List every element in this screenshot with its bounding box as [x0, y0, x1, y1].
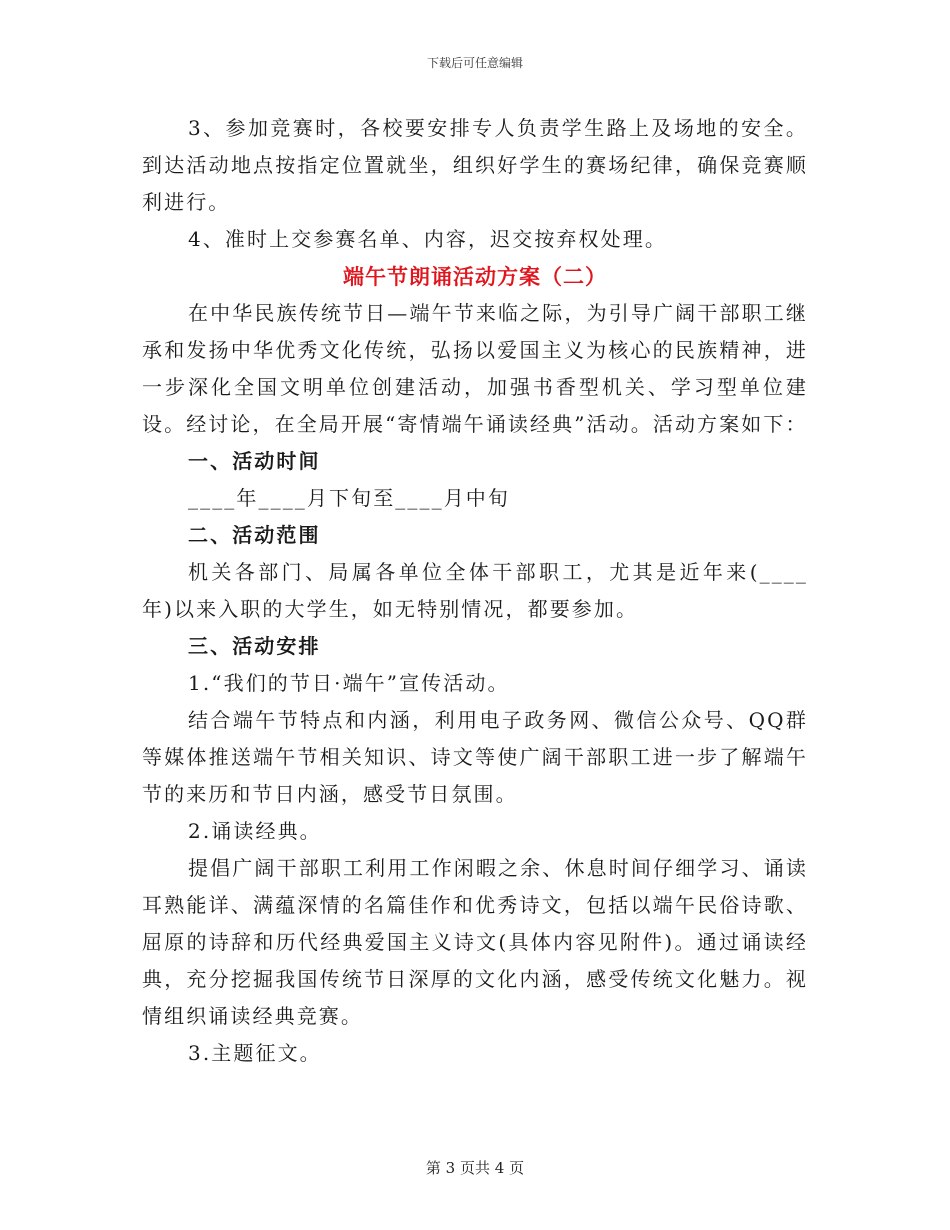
section-title: 端午节朗诵活动方案（二）: [343, 264, 607, 289]
page-footer: 第 3 页共 4 页: [425, 1159, 525, 1177]
arrangement-item-3: 3.主题征文。: [188, 1041, 322, 1065]
activity-scope-text: 机关各部门、局属各单位全体干部职工，尤其是近年来(____年)以来入职的大学生，如无特别情况，都要参加。: [142, 560, 808, 621]
heading-activity-scope: 二、活动范围: [188, 523, 321, 547]
arrangement-item-1-text: 结合端午节特点和内涵，利用电子政务网、微信公众号、QQ群等媒体推送端午节相关知识、诗文等使广阔干部职工进一步了解端午节的来历和节日内涵，感受节日氛围。: [142, 708, 808, 806]
document-body: [142, 110, 808, 1072]
arrangement-item-1: 1.“我们的节日·端午”宣传活动。: [188, 671, 510, 695]
paragraph-item-4: 4、准时上交参赛名单、内容，迟交按弃权处理。: [188, 227, 667, 251]
heading-activity-time: 一、活动时间: [188, 449, 321, 473]
page-header: 下载后可任意编辑: [426, 56, 523, 70]
arrangement-item-2: 2.诵读经典。: [188, 819, 322, 843]
arrangement-item-2-text: 提倡广阔干部职工利用工作闲暇之余、休息时间仔细学习、诵读耳熟能详、满蕴深情的名篇佳作和优秀诗文，包括以端午民俗诗歌、屈原的诗辞和历代经典爱国主义诗文(具体内容见附件)。通过诵读经典，充分挖掘我国传统节日深厚的文化内涵，感受传统文化魅力。视情组织诵读经典竞赛。: [142, 856, 808, 1028]
heading-activity-arrangement: 三、活动安排: [188, 634, 321, 658]
paragraph-item-3: 3、参加竞赛时，各校要安排专人负责学生路上及场地的安全。到达活动地点按指定位置就坐，组织好学生的赛场纪律，确保竞赛顺利进行。: [142, 116, 808, 214]
intro-paragraph: 在中华民族传统节日—端午节来临之际，为引导广阔干部职工继承和发扬中华优秀文化传统，弘扬以爱国主义为核心的民族精神，进一步深化全国文明单位创建活动，加强书香型机关、学习型单位建设。经讨论，在全局开展“寄情端午诵读经典”活动。活动方案如下：: [142, 301, 808, 436]
activity-time-text: ____年____月下旬至____月中旬: [188, 486, 510, 510]
